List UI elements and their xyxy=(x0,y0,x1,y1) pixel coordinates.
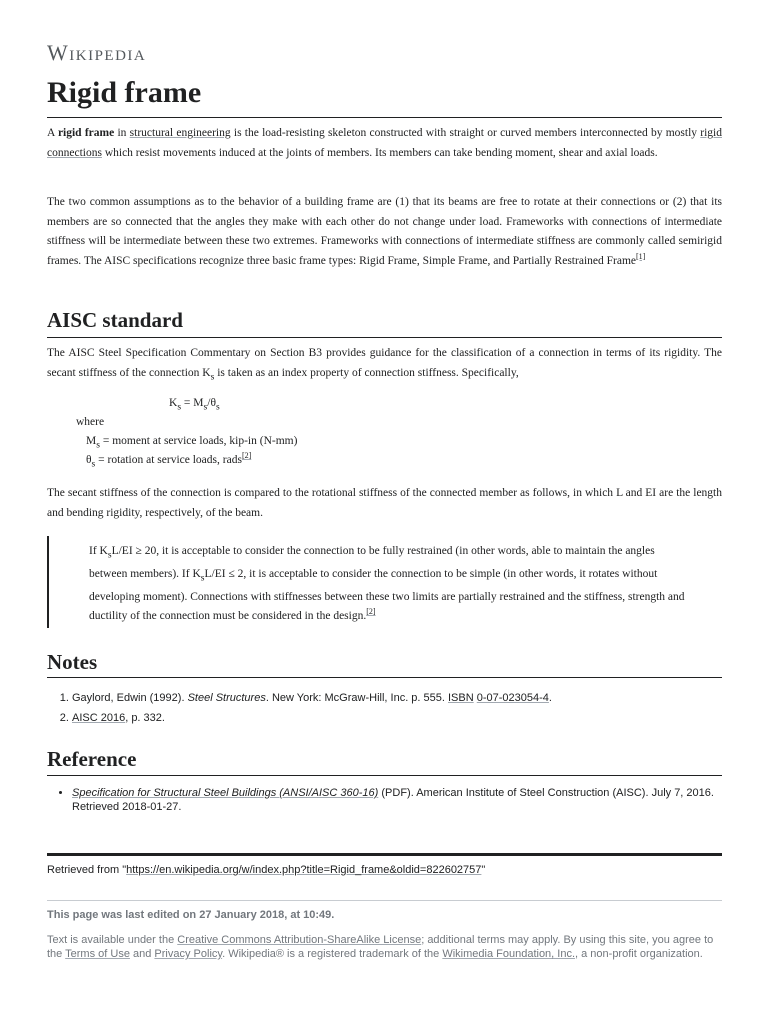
secant-stiffness-equation: $K_s = M_s/\theta_s$ xyxy=(169,397,220,413)
aisc-paragraph-1: The AISC Steel Specification Commentary on Section B3 provides guidance for the classification of a connection in terms of its rigidity. The secant stiffness of the connection $K_s$ is taken as an index property of connection stiffness. Specifically, xyxy=(47,347,722,382)
rigid-connections-link[interactable]: rigid connections xyxy=(47,127,723,159)
aisc-paragraph-2: The secant stiffness of the connection is compared to the rotational stiffness of the connected member as follows, in which L and EI are the length and bending rigidity, respectively, of the beam. xyxy=(47,487,722,519)
blockquote-text: If $K_sL/EI \ge 20$, it is acceptable to consider the connection to be fully restrained (in other words, able to maintain the angles between members). If $K_sL/EI \le 2$, it is acceptable to consider the connection to be simple (in other words, it rotates without developing moment). Connections with stiffnesses between these two limits are partially restrained and the stiffness, strength and ductility of the connection must be considered in the design.[2] xyxy=(89,545,685,623)
isbn-number-link[interactable]: 0-07-023054-4 xyxy=(476,692,549,704)
heading-aisc-standard: AISC standard xyxy=(47,308,183,332)
citation-2-quote[interactable]: [2] xyxy=(366,607,376,617)
definition-rotation: $\theta_s$ = rotation at service loads, rads[2] xyxy=(86,451,252,470)
cc-license-link[interactable]: Creative Commons Attribution-ShareAlike License xyxy=(177,934,422,946)
retrieved-from: Retrieved from "https://en.wikipedia.org/w/index.php?title=Rigid_frame&oldid=822602757" xyxy=(47,864,486,876)
permalink[interactable]: https://en.wikipedia.org/w/index.php?title=Rigid_frame&oldid=822602757 xyxy=(126,864,482,876)
heading-rule xyxy=(47,337,722,338)
title-underline xyxy=(47,117,722,118)
note-item-1: 1. Gaylord, Edwin (1992). Steel Structures. New York: McGraw-Hill, Inc. p. 555. ISBN 0-07-023054-4. xyxy=(72,688,722,708)
isbn-link[interactable]: ISBN xyxy=(448,692,474,704)
structural-engineering-link[interactable]: structural engineering xyxy=(129,127,231,139)
terms-of-use-link[interactable]: Terms of Use xyxy=(65,948,130,960)
last-edited: This page was last edited on 27 January 2018, at 10:49. xyxy=(47,909,335,921)
heading-notes: Notes xyxy=(47,650,98,674)
where-label: where xyxy=(76,416,105,428)
reference-item-1: • Specification for Structural Steel Buildings (ANSI/AISC 360-16) (PDF). American Institute of Steel Construction (AISC). July 7, 2016. Retrieved 2018-01-27. xyxy=(72,786,732,814)
intro-paragraph-2: The two common assumptions as to the behavior of a building frame are (1) that its beams are free to rotate at their connections or (2) that its members are so connected that the angles they make with each other do not change under load. Frameworks with connections of intermediate stiffness will be intermediate between these two extremes. Frameworks with connections of intermediate stiffness are commonly called semirigid frames. The AISC specifications recognize three basic frame types: Rigid Frame, Simple Frame, and Partially Restrained Frame[1] xyxy=(47,196,722,267)
heading-rule xyxy=(47,677,722,678)
reference-list xyxy=(47,786,732,814)
page-title: Rigid frame xyxy=(47,76,202,109)
license-text: Text is available under the Creative Commons Attribution-ShareAlike License; additional terms may apply. By using this site, you agree to the Terms of Use and Privacy Policy. Wikipedia® is a registered trademark of the Wikimedia Foundation, Inc., a non-profit organization. xyxy=(47,934,714,960)
footer-divider xyxy=(47,900,722,901)
wikimedia-foundation-link[interactable]: Wikimedia Foundation, Inc. xyxy=(442,948,576,960)
definition-moment: $M_s$ = moment at service loads, kip-in (N-mm) xyxy=(86,435,298,451)
notes-list xyxy=(47,688,722,728)
blockquote xyxy=(47,536,724,628)
aisc-2016-link[interactable]: AISC 2016 xyxy=(72,712,126,724)
citation-2[interactable]: [2] xyxy=(241,451,252,461)
specification-link[interactable]: Specification for Structural Steel Buildings (ANSI/AISC 360-16) xyxy=(72,787,379,799)
citation-1[interactable]: [1] xyxy=(636,251,646,261)
heading-reference: Reference xyxy=(47,747,137,771)
intro-paragraph-1: A rigid frame in structural engineering is the load-resisting skeleton constructed with straight or curved members interconnected by mostly rigid connections which resist movements induced at the joints of members. Its members can take bending moment, shear and axial loads. xyxy=(47,127,723,159)
footer-rule xyxy=(47,853,722,856)
heading-rule xyxy=(47,775,722,776)
privacy-policy-link[interactable]: Privacy Policy xyxy=(154,948,223,960)
wikipedia-wordmark[interactable]: Wikipedia xyxy=(47,40,147,65)
note-item-2: 2. AISC 2016, p. 332. xyxy=(72,708,722,728)
